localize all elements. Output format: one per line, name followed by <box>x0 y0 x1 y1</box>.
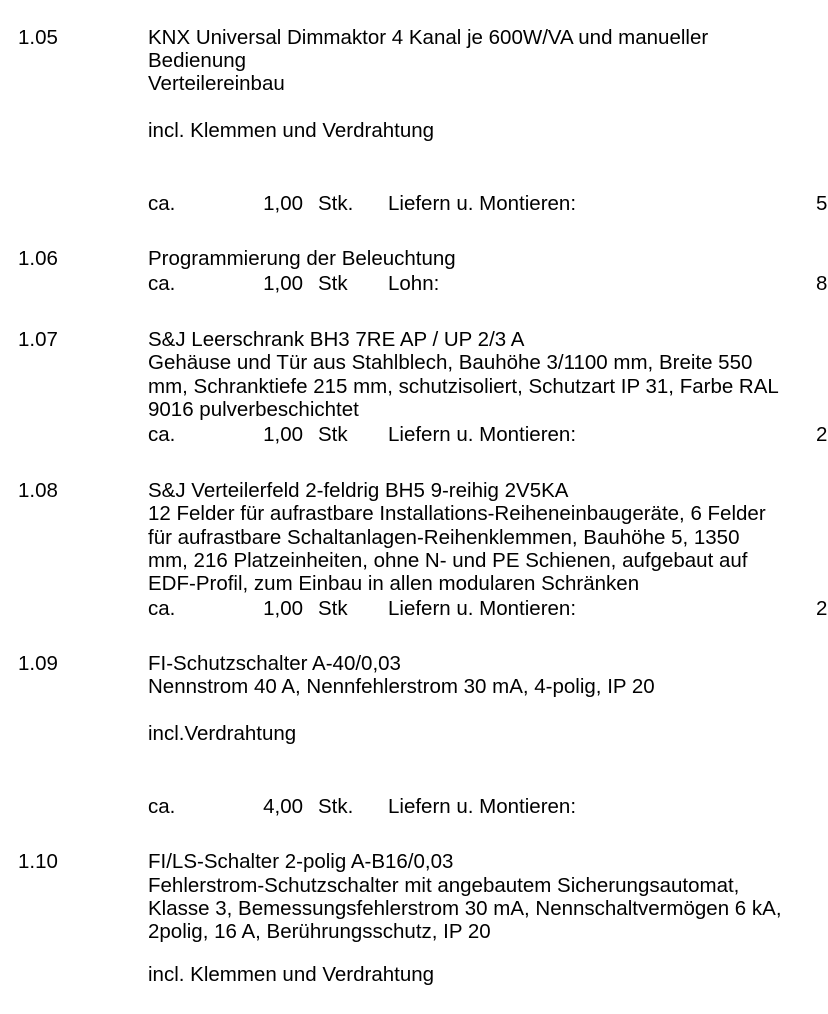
quantity-prefix: ca. <box>148 192 176 216</box>
quantity-unit: Stk. <box>318 192 354 216</box>
action-label: Liefern u. Montieren: <box>388 597 577 621</box>
lv-item <box>0 479 828 620</box>
quantity-row <box>148 192 828 215</box>
item-note: incl. Klemmen und Verdrahtung <box>148 963 435 987</box>
item-position: 1.06 <box>18 247 58 270</box>
quantity-row <box>148 423 828 446</box>
quantity-unit: Stk <box>318 271 348 295</box>
item-content <box>148 247 828 295</box>
item-position: 1.08 <box>18 479 58 502</box>
item-description-line: FI/LS-Schalter 2-polig A-B16/0,03 <box>148 850 454 874</box>
action-label: Liefern u. Montieren: <box>388 422 577 446</box>
quantity-value: 1,00 <box>263 271 303 295</box>
item-description-line: S&J Verteilerfeld 2-feldrig BH5 9-reihig 2V5KA <box>148 479 569 502</box>
quantity-value: 1,00 <box>263 192 303 216</box>
item-description-line: für aufrastbare Schaltanlagen-Reihenklemmen, Bauhöhe 5, 1350 <box>148 525 740 549</box>
item-content <box>148 328 828 446</box>
quantity-value: 1,00 <box>263 422 303 446</box>
price-fragment: 2 <box>816 597 828 621</box>
item-description-line: 2polig, 16 A, Berührungsschutz, IP 20 <box>148 920 491 944</box>
quantity-row <box>148 272 828 295</box>
action-label: Lohn: <box>388 271 440 295</box>
item-content <box>148 850 828 986</box>
item-note: incl.Verdrahtung <box>148 721 297 745</box>
item-description-line: KNX Universal Dimmaktor 4 Kanal je 600W/VA und manueller <box>148 25 709 49</box>
action-label: Liefern u. Montieren: <box>388 192 577 216</box>
price-fragment: 2 <box>816 422 828 446</box>
quantity-unit: Stk. <box>318 795 354 819</box>
quantity-prefix: ca. <box>148 795 176 819</box>
item-description-line: Nennstrom 40 A, Nennfehlerstrom 30 mA, 4-polig, IP 20 <box>148 675 655 699</box>
lv-item <box>0 850 828 986</box>
item-content <box>148 479 828 620</box>
price-fragment: 5 <box>816 192 828 216</box>
quantity-value: 1,00 <box>263 597 303 621</box>
item-note: incl. Klemmen und Verdrahtung <box>148 118 435 142</box>
item-content <box>148 26 828 216</box>
quantity-unit: Stk <box>318 422 348 446</box>
quantity-value: 4,00 <box>263 795 303 819</box>
item-description-line: 12 Felder für aufrastbare Installations-Reiheneinbaugeräte, 6 Felder <box>148 502 766 526</box>
item-position: 1.09 <box>18 652 58 675</box>
item-description-line: EDF-Profil, zum Einbau in allen modularen Schränken <box>148 572 640 596</box>
item-description-line: Gehäuse und Tür aus Stahlblech, Bauhöhe 3/1100 mm, Breite 550 <box>148 351 753 375</box>
item-content <box>148 652 828 819</box>
item-description-line: 9016 pulverbeschichtet <box>148 397 359 421</box>
item-position: 1.05 <box>18 25 58 49</box>
item-description-line: Klasse 3, Bemessungsfehlerstrom 30 mA, Nennschaltvermögen 6 kA, <box>148 896 782 920</box>
item-description-line: S&J Leerschrank BH3 7RE AP / UP 2/3 A <box>148 328 525 351</box>
item-description-line: Verteilereinbau <box>148 72 285 96</box>
quantity-prefix: ca. <box>148 271 176 295</box>
quantity-row <box>148 597 828 620</box>
item-description-line: FI-Schutzschalter A-40/0,03 <box>148 652 401 675</box>
item-description-line: mm, Schranktiefe 215 mm, schutzisoliert, Schutzart IP 31, Farbe RAL <box>148 374 779 398</box>
lv-item <box>0 26 828 216</box>
quantity-row <box>148 795 828 818</box>
item-position: 1.07 <box>18 328 58 351</box>
item-description-line: Bedienung <box>148 48 247 72</box>
item-description-line: Fehlerstrom-Schutzschalter mit angebautem Sicherungsautomat, <box>148 873 740 897</box>
quantity-prefix: ca. <box>148 422 176 446</box>
action-label: Liefern u. Montieren: <box>388 795 577 819</box>
quantity-prefix: ca. <box>148 597 176 621</box>
item-description-line: mm, 216 Platzeinheiten, ohne N- und PE Schienen, aufgebaut auf <box>148 548 748 572</box>
quantity-unit: Stk <box>318 597 348 621</box>
lv-item <box>0 247 828 295</box>
item-description-line: Programmierung der Beleuchtung <box>148 247 456 270</box>
lv-item <box>0 328 828 446</box>
lv-item <box>0 652 828 819</box>
item-position: 1.10 <box>18 850 58 874</box>
price-fragment: 8 <box>816 271 828 295</box>
